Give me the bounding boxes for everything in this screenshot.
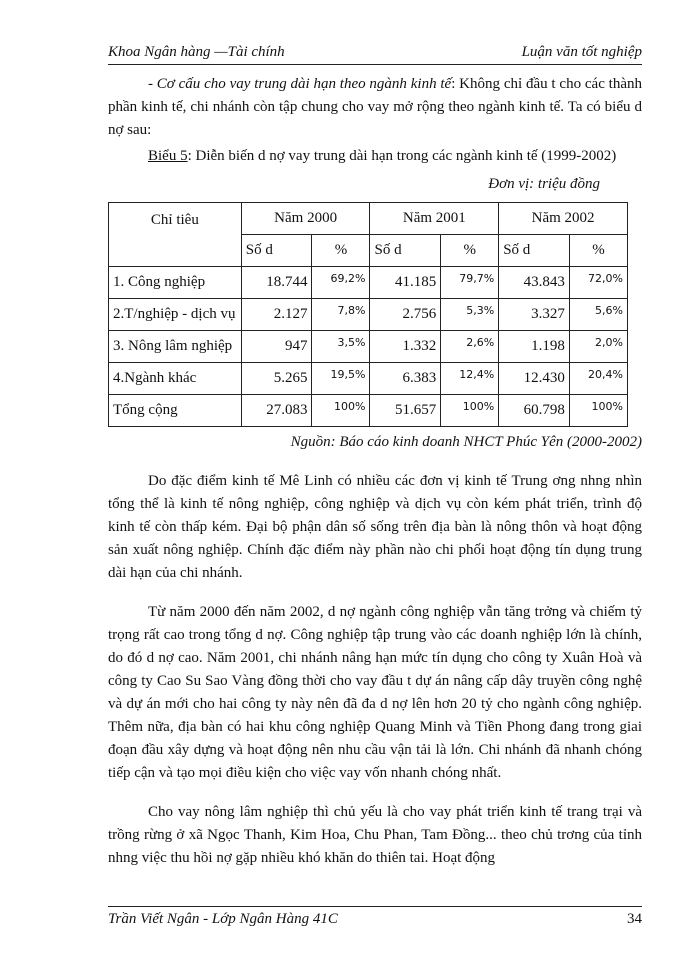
row-label: Tổng cộng bbox=[109, 395, 242, 427]
cell-amount: 947 bbox=[241, 331, 312, 363]
loan-table bbox=[108, 202, 628, 427]
body-paragraph: Từ năm 2000 đến năm 2002, d nợ ngành công nghiệp vẫn tăng trởng và chiếm tỷ trọng rất cao trong tổng d nợ. Công nghiệp tập trung vào các doanh nghiệp lớn là chính, do đó d nợ cao. Năm 2001, chi nhánh nâng hạn mức tín dụng cho công ty Xuân Hoà và công ty Cao Su Sao Vàng đồng thời cho vay đầu t dự án nâng cấp dây truyền công nghệ và dự án mới cho hai công ty này nên đã đa d nợ lên hơn 20 tỷ cho ngành công nghiệp. Thêm nữa, địa bàn có hai khu công nghiệp Quang Minh và Tiền Phong đang trong giai đoạn đầu xây dựng và hoạt động nên nhu cầu vận tải là lớn. Chi nhánh đã nhanh chóng tiếp cận và tạo mọi điều kiện cho việc vay vốn nhanh chóng nhất. bbox=[108, 604, 642, 781]
page-number: 34 bbox=[627, 911, 642, 927]
sub-amount-2000: Số d bbox=[241, 235, 312, 267]
cell-pct: 69,2% bbox=[312, 267, 370, 299]
cell-amount: 1.198 bbox=[499, 331, 570, 363]
sub-amount-2001: Số d bbox=[370, 235, 441, 267]
cell-pct: 20,4% bbox=[569, 363, 627, 395]
header-left: Khoa Ngân hàng —Tài chính bbox=[108, 44, 285, 60]
cell-amount: 6.383 bbox=[370, 363, 441, 395]
year-header-2000: Năm 2000 bbox=[241, 203, 370, 235]
cell-amount: 60.798 bbox=[499, 395, 570, 427]
table-caption bbox=[108, 145, 642, 168]
table-row bbox=[109, 363, 628, 395]
cell-amount: 27.083 bbox=[241, 395, 312, 427]
page-header bbox=[108, 44, 642, 65]
col-label-header: Chỉ tiêu bbox=[109, 203, 242, 267]
table-row bbox=[109, 267, 628, 299]
year-header-2001: Năm 2001 bbox=[370, 203, 499, 235]
cell-amount: 2.756 bbox=[370, 299, 441, 331]
sub-pct-2001: % bbox=[441, 235, 499, 267]
sub-pct-2000: % bbox=[312, 235, 370, 267]
cell-amount: 43.843 bbox=[499, 267, 570, 299]
cell-amount: 12.430 bbox=[499, 363, 570, 395]
cell-pct: 100% bbox=[441, 395, 499, 427]
table-total-row bbox=[109, 395, 628, 427]
table-row bbox=[109, 299, 628, 331]
cell-pct: 79,7% bbox=[441, 267, 499, 299]
cell-amount: 18.744 bbox=[241, 267, 312, 299]
cell-pct: 19,5% bbox=[312, 363, 370, 395]
intro-text: : Không chỉ đầu t cho các thành phần kinh tế, chi nhánh còn tập chung cho vay mở rộng theo ngành kinh tế. Ta có biểu d nợ sau: bbox=[108, 76, 642, 138]
cell-pct: 100% bbox=[569, 395, 627, 427]
table-source: Nguồn: Báo cáo kinh doanh NHCT Phúc Yên (2000-2002) bbox=[290, 434, 642, 450]
row-label: 3. Nông lâm nghiệp bbox=[109, 331, 242, 363]
cell-pct: 72,0% bbox=[569, 267, 627, 299]
body-paragraph: Cho vay nông lâm nghiệp thì chủ yếu là cho vay phát triển kinh tế trang trại và trồng rừng ở xã Ngọc Thanh, Kim Hoa, Chu Phan, Tam Đồng... theo chủ trơng của tỉnh nhng việc thu hồi nợ gặp nhiều khó khăn do thiên tai. Hoạt động bbox=[108, 804, 642, 866]
year-header-2002: Năm 2002 bbox=[499, 203, 628, 235]
cell-pct: 12,4% bbox=[441, 363, 499, 395]
table-row bbox=[109, 331, 628, 363]
caption-text: : Diễn biến d nợ vay trung dài hạn trong các ngành kinh tế (1999-2002) bbox=[187, 148, 617, 164]
footer-author: Trần Viết Ngân - Lớp Ngân Hàng 41C bbox=[108, 911, 338, 927]
cell-pct: 7,8% bbox=[312, 299, 370, 331]
cell-amount: 51.657 bbox=[370, 395, 441, 427]
intro-italic-lead: - Cơ cấu cho vay trung dài hạn theo ngành kinh tế bbox=[148, 76, 452, 92]
cell-amount: 5.265 bbox=[241, 363, 312, 395]
header-right: Luận văn tốt nghiệp bbox=[521, 44, 642, 60]
cell-amount: 1.332 bbox=[370, 331, 441, 363]
cell-pct: 100% bbox=[312, 395, 370, 427]
cell-pct: 5,3% bbox=[441, 299, 499, 331]
table-header-row bbox=[109, 203, 628, 235]
cell-pct: 2,6% bbox=[441, 331, 499, 363]
cell-amount: 3.327 bbox=[499, 299, 570, 331]
cell-pct: 5,6% bbox=[569, 299, 627, 331]
body-paragraph: Do đặc điểm kinh tế Mê Linh có nhiều các đơn vị kinh tế Trung ơng nhng nhìn tổng thể là kinh tế nông nghiệp, công nghiệp và dịch vụ còn kém phát triển, trình độ kinh tế còn thấp kém. Đại bộ phận dân số sống trên địa bàn là nông thôn và hoạt động sản xuất nông nghiệp. Chính đặc điểm này phần nào chi phối hoạt động tín dụng trung dài hạn của chi nhánh. bbox=[108, 473, 642, 581]
caption-label: Biểu 5 bbox=[148, 148, 188, 164]
row-label: 2.T/nghiệp - dịch vụ bbox=[109, 299, 242, 331]
cell-pct: 3,5% bbox=[312, 331, 370, 363]
intro-paragraph bbox=[108, 73, 642, 142]
cell-amount: 41.185 bbox=[370, 267, 441, 299]
cell-pct: 2,0% bbox=[569, 331, 627, 363]
row-label: 4.Ngành khác bbox=[109, 363, 242, 395]
page-content bbox=[108, 73, 642, 870]
sub-pct-2002: % bbox=[569, 235, 627, 267]
sub-amount-2002: Số d bbox=[499, 235, 570, 267]
page-footer bbox=[108, 906, 642, 929]
row-label: 1. Công nghiệp bbox=[109, 267, 242, 299]
unit-note: Đơn vị: triệu đồng bbox=[488, 176, 600, 192]
cell-amount: 2.127 bbox=[241, 299, 312, 331]
